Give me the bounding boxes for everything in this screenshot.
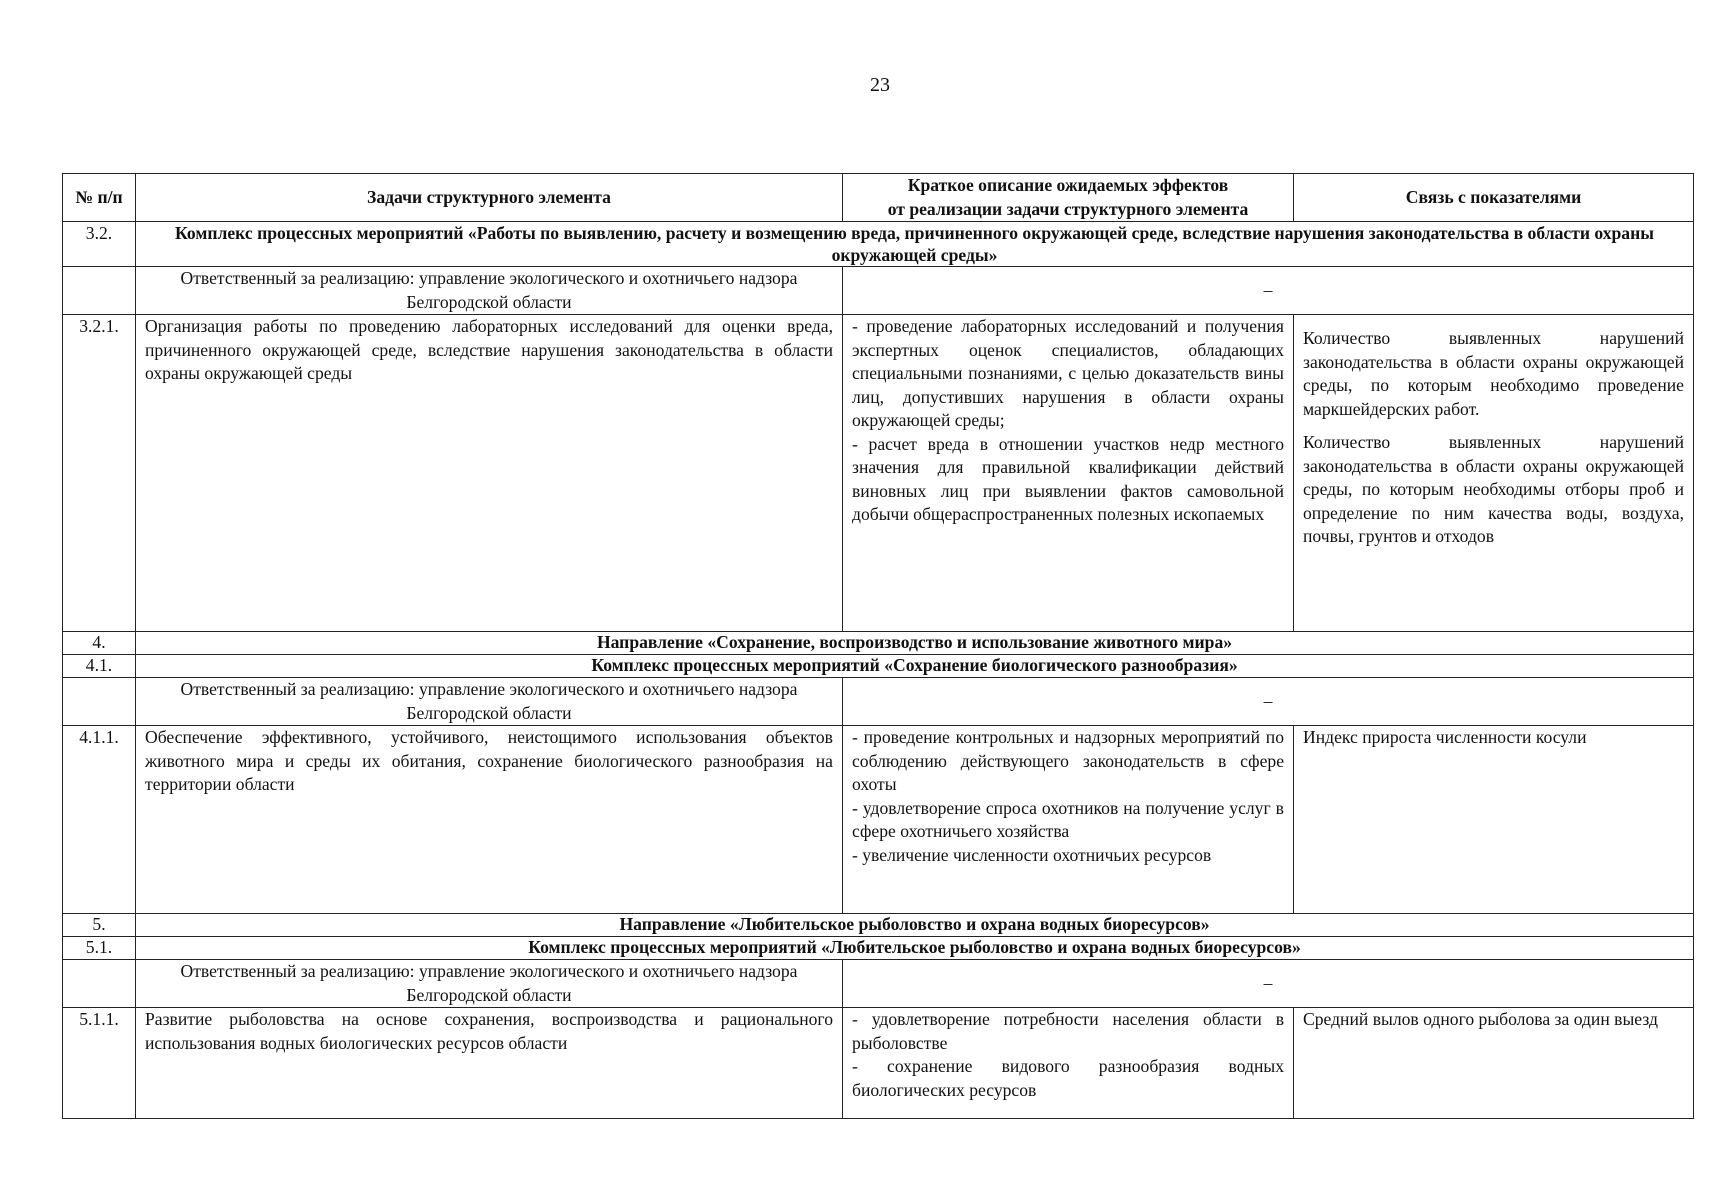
table-row [63, 937, 1694, 960]
effect-item: - расчет вреда в отношении участков недр местного значения для правильной квалификации действий виновных лиц при выявлении фактов самовольной добычи общераспространенных полезных ископаемых [852, 433, 1284, 524]
row-number-empty [63, 960, 136, 1008]
indicator-item: Количество выявленных нарушений законодательства в области охраны окружающей среды, по которым необходимо проведение маркшейдерских работ. [1303, 328, 1684, 419]
task-cell: Организация работы по проведению лабораторных исследований для оценки вреда, причиненного окружающей среде, вследствие нарушения законодательства в области охраны окружающей среды [136, 315, 843, 632]
row-number: 5.1.1. [63, 1008, 136, 1119]
effect-item: - проведение контрольных и надзорных мероприятий по соблюдению действующего законодательств в сфере охоты [852, 727, 1284, 794]
header-effects [843, 174, 1294, 222]
indicator-item: Количество выявленных нарушений законодательства в области охраны окружающей среды, по которым необходимы отборы проб и определение по ним качества воды, воздуха, почвы, грунтов и отходов [1303, 432, 1684, 546]
table-row [63, 632, 1694, 655]
table-row [63, 960, 1694, 1008]
row-number-empty [63, 678, 136, 726]
header-effects-line2: от реализации задачи структурного элемента [887, 198, 1249, 219]
row-number: 4. [63, 632, 136, 655]
section-title: Комплекс процессных мероприятий «Сохранение биологического разнообразия» [136, 655, 1694, 678]
responsible-text: Ответственный за реализацию: управление экологического и охотничьего надзора Белгородской области [136, 678, 843, 726]
section-title: Направление «Любительское рыболовство и охрана водных биоресурсов» [136, 914, 1694, 937]
row-number: 5. [63, 914, 136, 937]
table-row [63, 1008, 1694, 1119]
header-effects-line1: Краткое описание ожидаемых эффектов [907, 175, 1229, 195]
row-number: 4.1.1. [63, 726, 136, 914]
row-number: 3.2. [63, 222, 136, 267]
table-row [63, 315, 1694, 632]
effects-cell [843, 315, 1294, 632]
effect-item: - удовлетворение потребности населения области в рыболовстве [852, 1009, 1284, 1053]
section-title: Направление «Сохранение, воспроизводство и использование животного мира» [136, 632, 1694, 655]
effect-item: - увеличение численности охотничьих ресурсов [852, 844, 1212, 865]
row-number: 3.2.1. [63, 315, 136, 632]
page-number: 23 [870, 74, 890, 96]
responsible-dash: – [843, 267, 1694, 315]
task-cell: Обеспечение эффективного, устойчивого, неистощимого использования объектов животного мира и среды их обитания, сохранение биологического разнообразия на территории области [136, 726, 843, 914]
header-num: № п/п [63, 174, 136, 222]
table-row [63, 914, 1694, 937]
section-title: Комплекс процессных мероприятий «Любительское рыболовство и охрана водных биоресурсов» [136, 937, 1694, 960]
indicators-cell: Средний вылов одного рыболова за один выезд [1294, 1008, 1694, 1119]
row-number-empty [63, 267, 136, 315]
responsible-text: Ответственный за реализацию: управление экологического и охотничьего надзора Белгородской области [136, 267, 843, 315]
effects-cell [843, 1008, 1294, 1119]
header-tasks: Задачи структурного элемента [136, 174, 843, 222]
table-row [63, 267, 1694, 315]
responsible-dash: – [843, 678, 1694, 726]
indicators-cell: Индекс прироста численности косули [1294, 726, 1694, 914]
table-row [63, 726, 1694, 914]
table-row [63, 655, 1694, 678]
structural-element-table [62, 173, 1694, 1119]
row-number: 4.1. [63, 655, 136, 678]
section-title: Комплекс процессных мероприятий «Работы по выявлению, расчету и возмещению вреда, причиненного окружающей среде, вследствие нарушения законодательства в области охраны окружающей среды» [136, 222, 1694, 267]
responsible-dash: – [843, 960, 1694, 1008]
effect-item: - удовлетворение спроса охотников на получение услуг в сфере охотничьего хозяйства [852, 797, 1284, 841]
effect-item: - сохранение видового разнообразия водных биологических ресурсов [852, 1056, 1284, 1100]
effects-cell [843, 726, 1294, 914]
responsible-text: Ответственный за реализацию: управление экологического и охотничьего надзора Белгородской области [136, 960, 843, 1008]
effect-item: - проведение лабораторных исследований и получения экспертных оценок специалистов, обладающих специальными познаниями, с целью доказательств вины лиц, допустивших нарушения в области охраны окружающей среды; [852, 316, 1284, 430]
table-row [63, 678, 1694, 726]
table-header-row [63, 174, 1694, 222]
table-row [63, 222, 1694, 267]
indicators-cell [1294, 315, 1694, 632]
task-cell: Развитие рыболовства на основе сохранения, воспроизводства и рационального использования водных биологических ресурсов области [136, 1008, 843, 1119]
row-number: 5.1. [63, 937, 136, 960]
header-indicators: Связь с показателями [1294, 174, 1694, 222]
